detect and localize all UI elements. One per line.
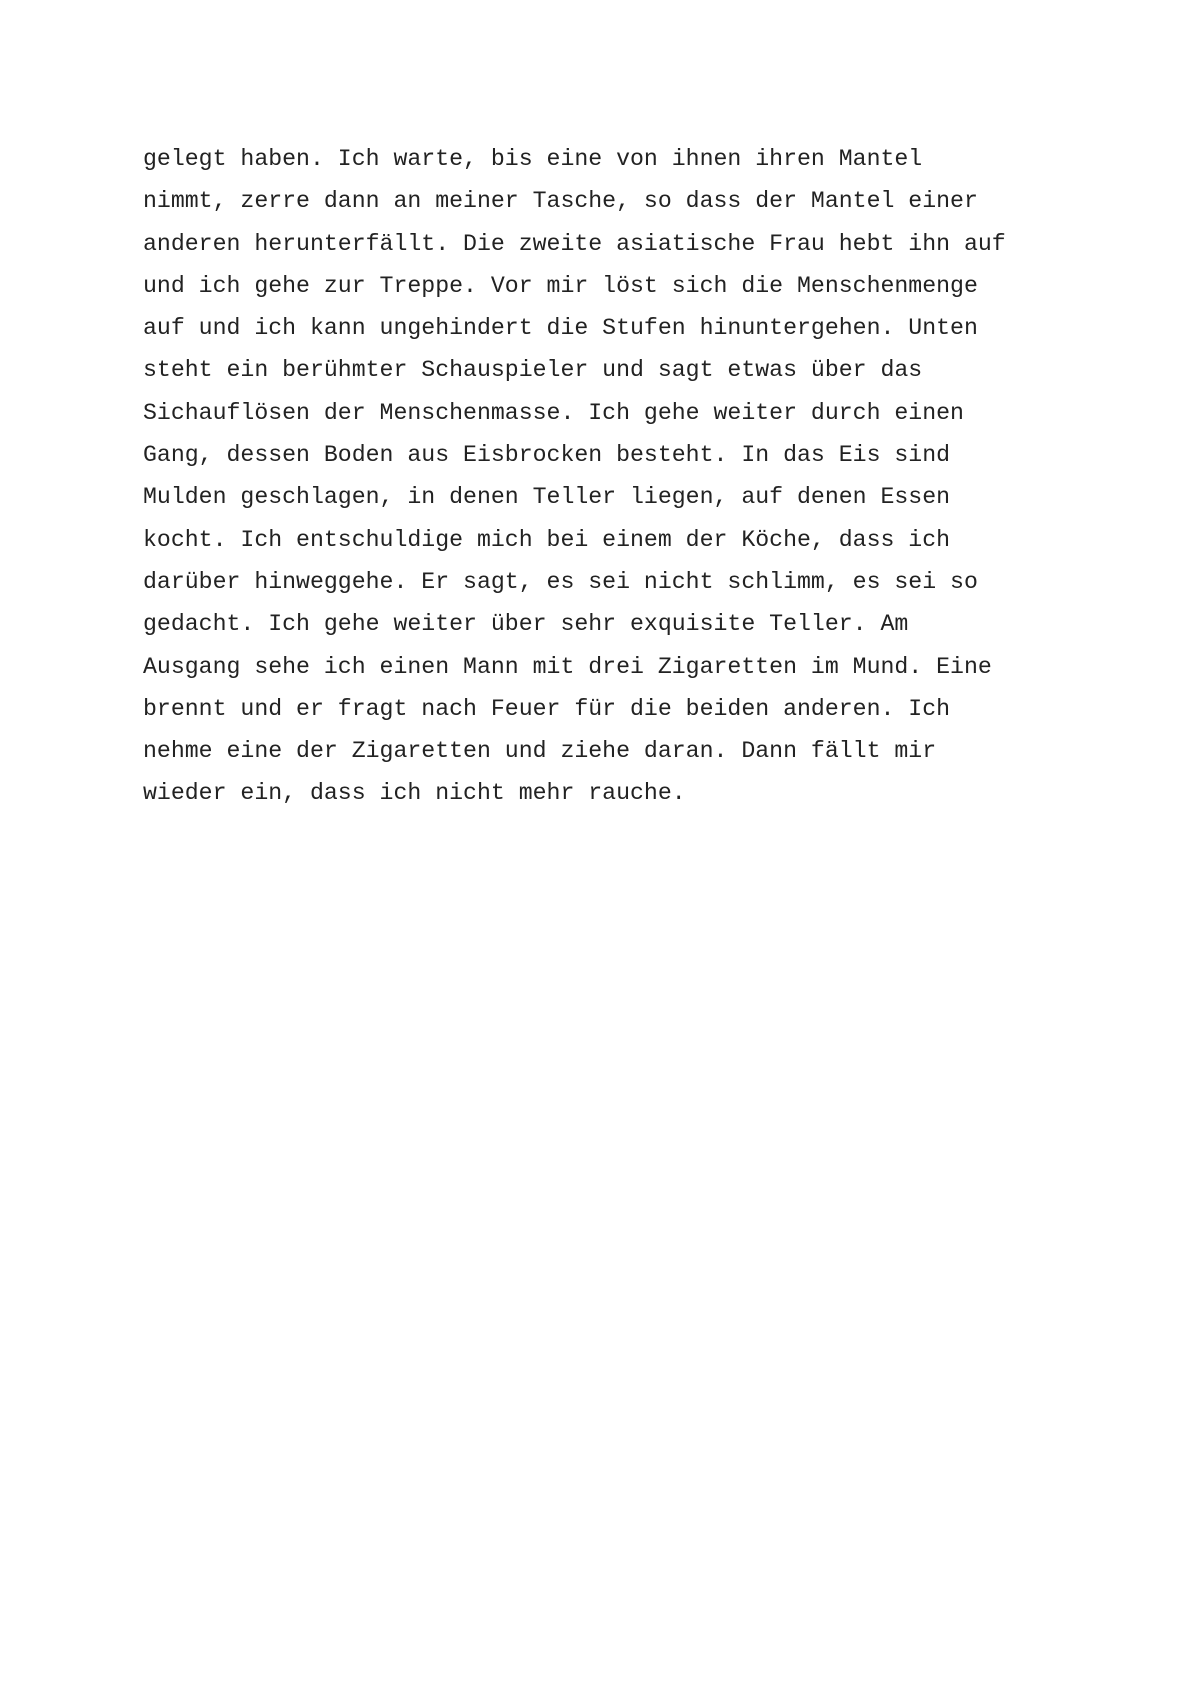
text-line: gelegt haben. Ich warte, bis eine von ihnen ihren Mantel: [143, 146, 923, 172]
text-line: Mulden geschlagen, in denen Teller liegen, auf denen Essen: [143, 484, 951, 511]
text-line: kocht. Ich entschuldige mich bei einem der Köche, dass ich: [143, 526, 951, 553]
text-line: gedacht. Ich gehe weiter über sehr exquisite Teller. Am: [143, 611, 909, 638]
text-line: anderen herunterfällt. Die zweite asiatische Frau hebt ihn auf: [143, 230, 1006, 257]
text-line: und ich gehe zur Treppe. Vor mir löst sich die Menschenmenge: [143, 272, 978, 299]
text-line: Ausgang sehe ich einen Mann mit drei Zigaretten im Mund. Eine: [143, 653, 992, 680]
text-line: brennt und er fragt nach Feuer für die beiden anderen. Ich: [143, 695, 951, 722]
body-paragraph: [143, 138, 1063, 815]
text-line: auf und ich kann ungehindert die Stufen hinuntergehen. Unten: [143, 315, 978, 342]
text-line: nehme eine der Zigaretten und ziehe daran. Dann fällt mir: [143, 738, 937, 765]
text-line: Sichauflösen der Menschenmasse. Ich gehe weiter durch einen: [143, 399, 964, 426]
text-line: Gang, dessen Boden aus Eisbrocken besteht. In das Eis sind: [143, 442, 951, 469]
text-line: steht ein berühmter Schauspieler und sagt etwas über das: [143, 357, 923, 384]
text-line: nimmt, zerre dann an meiner Tasche, so dass der Mantel einer: [143, 188, 978, 215]
text-line: wieder ein, dass ich nicht mehr rauche.: [143, 780, 686, 807]
text-line: darüber hinweggehe. Er sagt, es sei nicht schlimm, es sei so: [143, 568, 978, 595]
